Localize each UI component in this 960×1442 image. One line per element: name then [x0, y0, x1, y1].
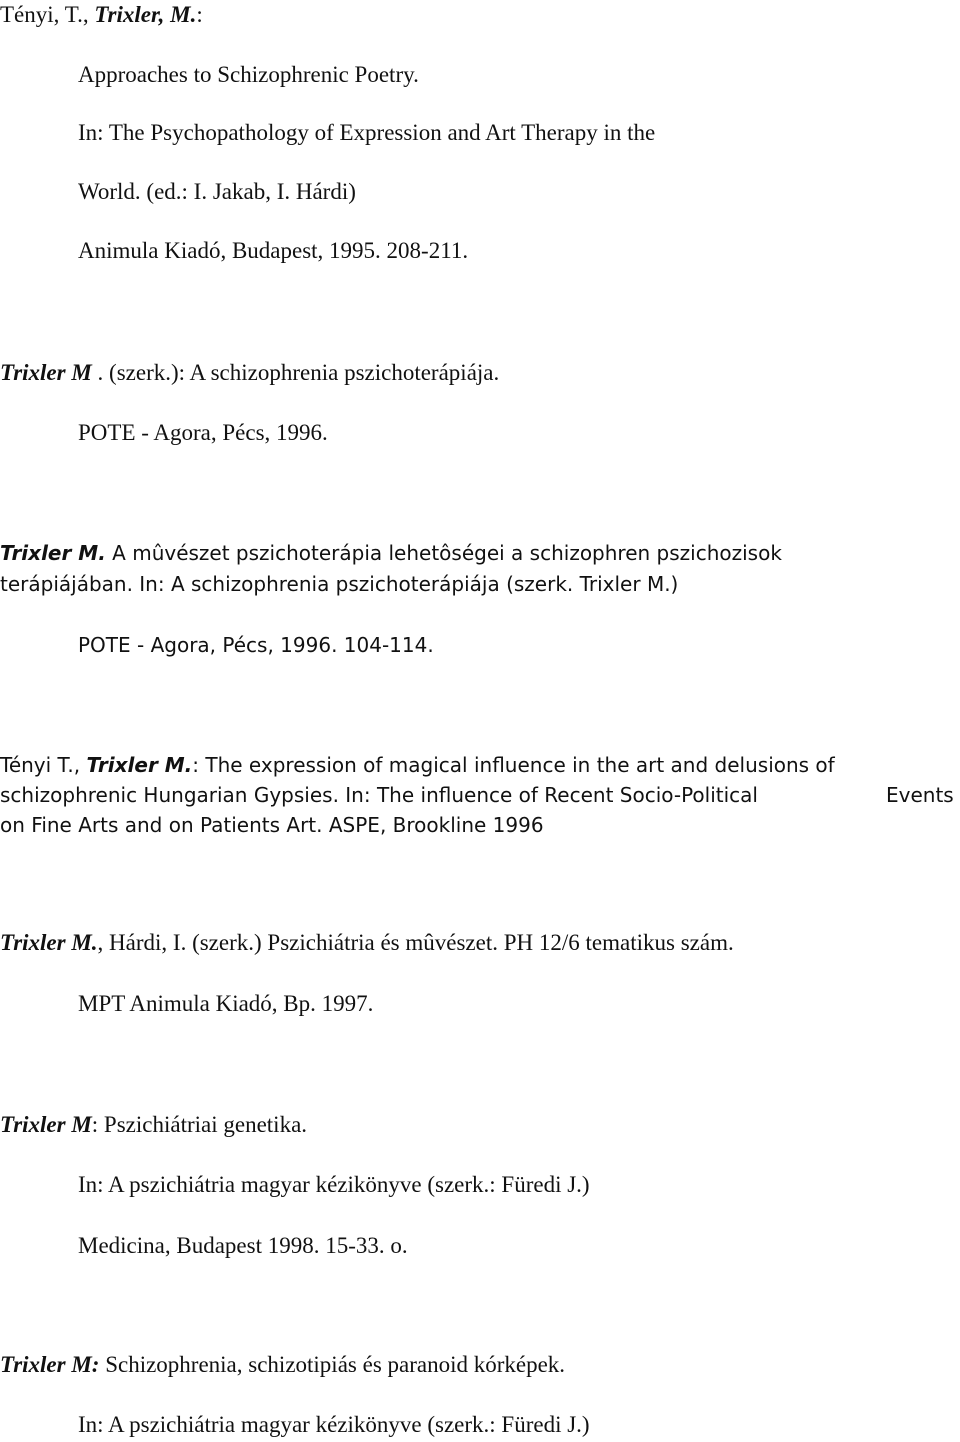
entry-6-author-line	[0, 1110, 307, 1140]
entry-1-author-emph: Trixler, M.	[94, 2, 197, 27]
entry-3-author-emph: Trixler M.	[0, 541, 106, 565]
entry-3-author-line	[0, 538, 782, 568]
entry-3-publisher: POTE - Agora, Pécs, 1996. 104-114.	[78, 633, 434, 657]
entry-2-title: . (szerk.): A schizophrenia pszichoterápiája.	[91, 360, 500, 385]
entry-6-title: : Pszichiátriai genetika.	[91, 1112, 308, 1137]
entry-1-source: In: The Psychopathology of Expression and Art Therapy in the	[78, 120, 656, 145]
entry-6-author-emph: Trixler M	[0, 1112, 92, 1137]
entry-4-author-plain: Tényi T.,	[0, 753, 87, 777]
entry-5-author-emph: Trixler M.	[0, 930, 98, 955]
entry-1-publisher: Animula Kiadó, Budapest, 1995. 208-211.	[78, 238, 469, 263]
entry-1-author-rest: :	[196, 2, 203, 27]
entry-7-author-emph: Trixler M:	[0, 1352, 100, 1377]
entry-4-author-emph: Trixler M.	[86, 753, 193, 777]
entry-1-author-line	[0, 0, 203, 30]
entry-3-source: terápiájában. In: A schizophrenia pszichoterápiája (szerk. Trixler M.)	[0, 572, 679, 596]
entry-3-title: A mûvészet pszichoterápia lehetôségei a schizophren pszichozisok	[105, 541, 782, 565]
entry-6-source: In: A pszichiátria magyar kézikönyve (szerk.: Füredi J.)	[78, 1172, 590, 1197]
entry-4-source: schizophrenic Hungarian Gypsies. In: The influence of Recent Socio-Political	[0, 783, 758, 807]
entry-7-source: In: A pszichiátria magyar kézikönyve (szerk.: Füredi J.)	[78, 1412, 590, 1437]
entry-1-author-plain: Tényi, T.,	[0, 2, 95, 27]
entry-4-author-line	[0, 750, 835, 780]
entry-7-title: Schizophrenia, schizotipiás és paranoid kórképek.	[99, 1352, 566, 1377]
entry-5-author-line	[0, 928, 734, 958]
entry-1-editors: World. (ed.: I. Jakab, I. Hárdi)	[78, 179, 356, 204]
entry-4-publisher: on Fine Arts and on Patients Art. ASPE, Brookline 1996	[0, 813, 544, 837]
entry-4-source-end: Events	[886, 783, 954, 807]
entry-4-title: : The expression of magical influence in the art and delusions of	[192, 753, 835, 777]
entry-2-author-emph: Trixler M	[0, 360, 92, 385]
entry-2-publisher: POTE - Agora, Pécs, 1996.	[78, 420, 328, 445]
entry-1-title: Approaches to Schizophrenic Poetry.	[78, 62, 419, 87]
entry-5-publisher: MPT Animula Kiadó, Bp. 1997.	[78, 991, 374, 1016]
entry-6-publisher: Medicina, Budapest 1998. 15-33. o.	[78, 1233, 408, 1258]
entry-5-title: , Hárdi, I. (szerk.) Pszichiátria és mûvészet. PH 12/6 tematikus szám.	[97, 930, 734, 955]
entry-2-author-line	[0, 358, 499, 388]
entry-7-author-line	[0, 1350, 565, 1380]
